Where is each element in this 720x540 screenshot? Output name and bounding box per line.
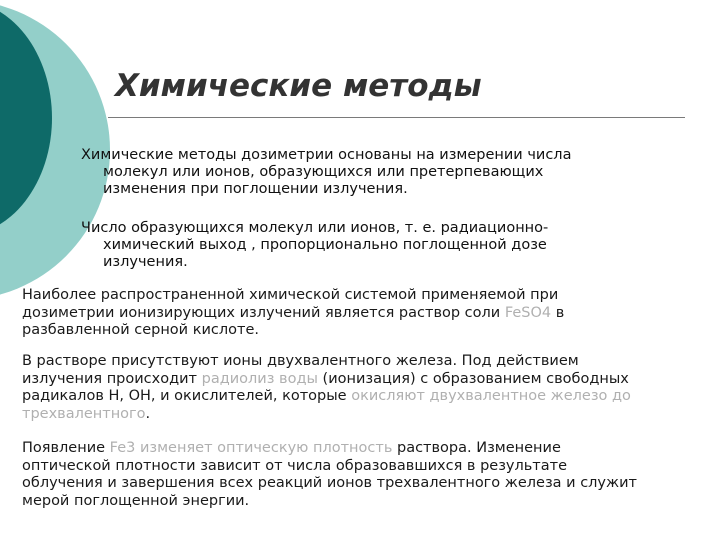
p4-highlight-oxidize: окисляют двухвалентное железо до xyxy=(351,388,631,404)
title-underline xyxy=(108,117,685,118)
p4-highlight-trivalent: трехвалентного xyxy=(22,405,146,422)
p2-line2: химический выход , пропорционально поглощенной дозе xyxy=(103,237,547,253)
p4-line2 xyxy=(22,371,698,389)
p4-line3-text: радикалов Н, ОН, и окислителей, которые xyxy=(22,388,352,404)
p1-line1: Химические методы дозиметрии основаны на измерении числа xyxy=(81,147,572,163)
p2-line1: Число образующихся молекул или ионов, т. е. радиационно- xyxy=(81,220,549,236)
p2-line3: излучения. xyxy=(103,254,188,270)
p1-line2: молекул или ионов, образующихся или претерпевающих xyxy=(103,164,544,180)
p1-line3: изменения при поглощении излучения. xyxy=(103,181,408,197)
p5-line3: облучения и завершения всех реакций ионов трехвалентного железа и служит xyxy=(22,475,637,491)
p3-line2-text: дозиметрии ионизирующих излучений является раствор соли xyxy=(22,304,505,321)
p5-highlight-fe3: Fe3 изменяет оптическую плотность xyxy=(109,440,393,456)
p5-line1-text: Появление xyxy=(22,440,110,456)
p5-line4: мерой поглощенной энергии. xyxy=(22,492,250,509)
p4-line4 xyxy=(22,406,698,424)
p5-line1-end: раствора. Изменение xyxy=(392,440,561,456)
p3-line2 xyxy=(22,305,698,323)
paragraph-radiolysis xyxy=(22,353,698,423)
p4-line2-text: излучения происходит xyxy=(22,370,202,387)
p4-highlight-radiolysis: радиолиз воды xyxy=(201,370,318,387)
slide-title: Химические методы xyxy=(115,68,482,104)
p4-line4-end: . xyxy=(145,405,151,422)
p4-line2-end: (ионизация) с образованием свободных xyxy=(317,370,629,387)
p3-line1: Наиболее распространенной химической системой применяемой при xyxy=(22,287,559,303)
paragraph-chemical-methods xyxy=(81,147,691,198)
p5-line2: оптической плотности зависит от числа образовавшихся в результате xyxy=(22,457,568,474)
paragraph-radiation-yield xyxy=(81,220,691,271)
p3-highlight-feso4: FeSO4 xyxy=(504,304,552,321)
p3-line3: разбавленной серной кислоте. xyxy=(22,322,259,338)
p5-line1 xyxy=(22,440,698,458)
paragraph-optical-density xyxy=(22,440,698,510)
p4-line1: В растворе присутствуют ионы двухвалентного железа. Под действием xyxy=(22,353,579,369)
paragraph-ferrous-system xyxy=(22,287,698,340)
p4-line3 xyxy=(22,388,698,406)
p3-line2-end: в xyxy=(551,304,565,321)
